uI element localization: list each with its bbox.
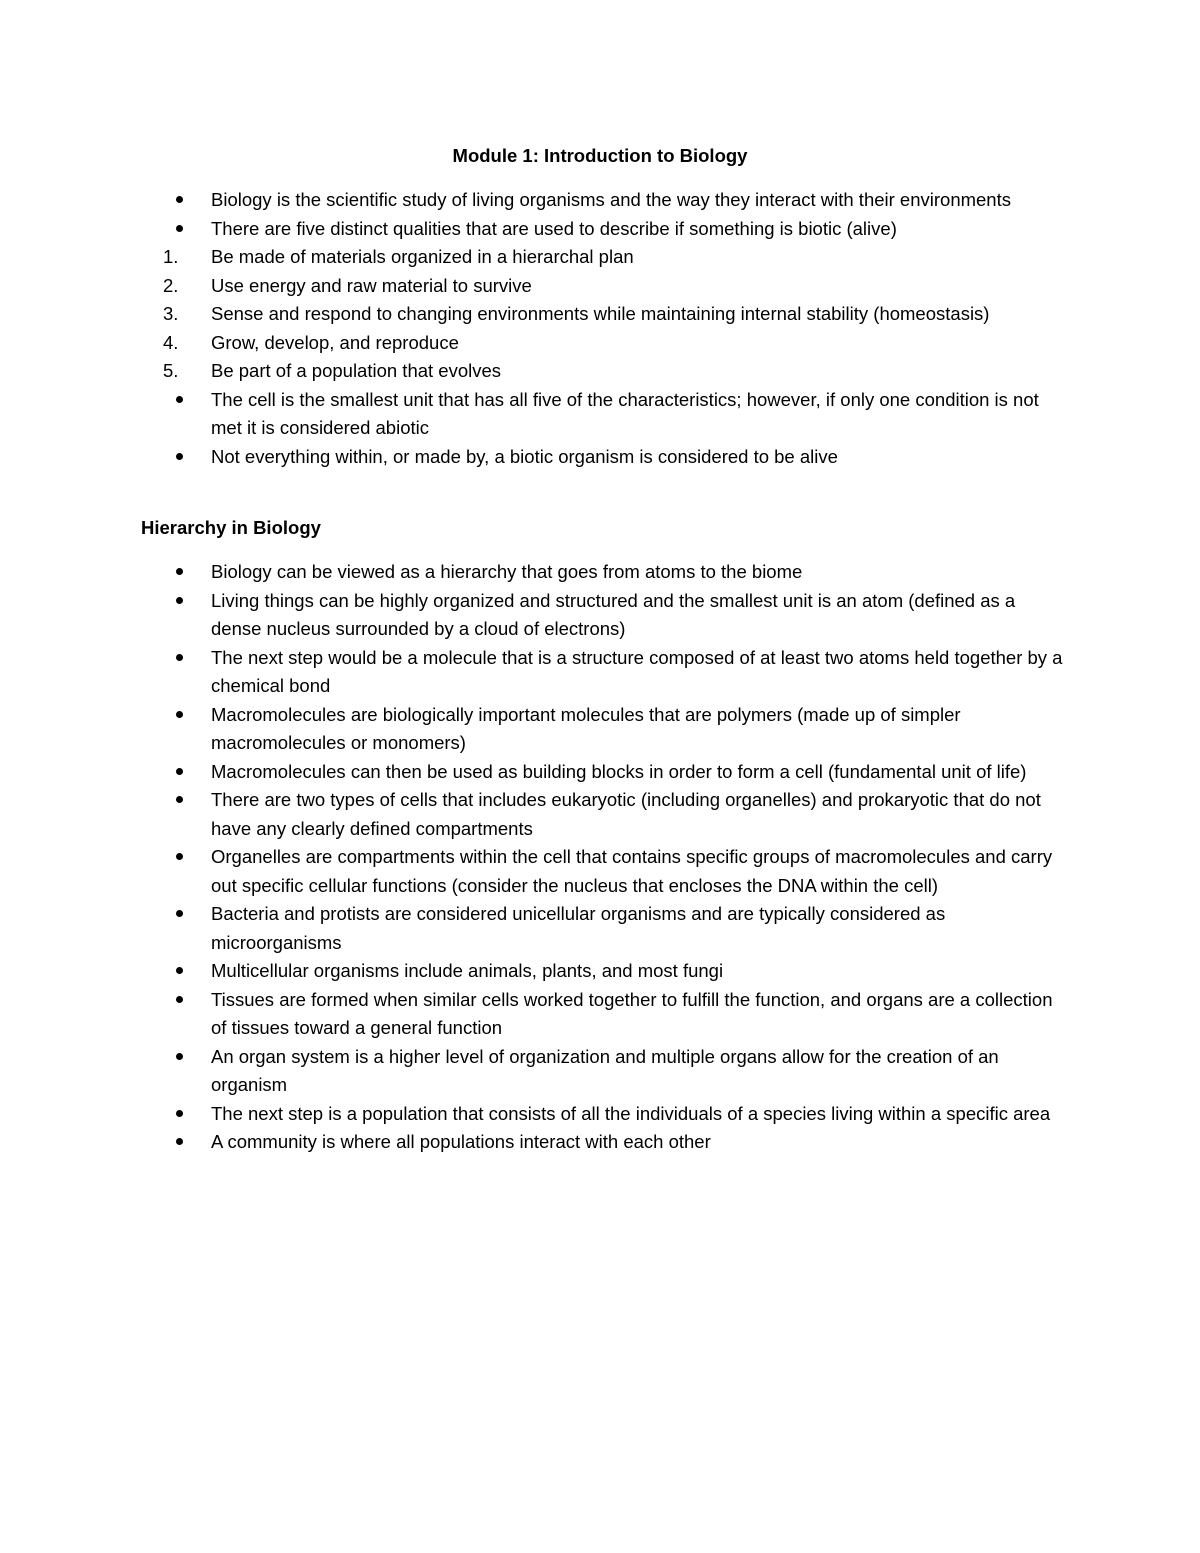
- intro-list-item: [163, 215, 1063, 244]
- hierarchy-list-text: Bacteria and protists are considered unicellular organisms and are typically considered as microorganisms: [211, 903, 946, 953]
- hierarchy-list-item: [163, 758, 1063, 787]
- hierarchy-list-text: The next step is a population that consists of all the individuals of a species living within a specific area: [211, 1102, 1051, 1124]
- intro-list-item: [163, 272, 1063, 301]
- hierarchy-list-text: An organ system is a higher level of organization and multiple organs allow for the creation of an organism: [211, 1045, 999, 1095]
- hierarchy-list-item: [163, 701, 1063, 758]
- intro-list-text: Use energy and raw material to survive: [211, 274, 532, 296]
- intro-list-text: Biology is the scientific study of living organisms and the way they interact with their environments: [211, 189, 1011, 210]
- intro-list-item: [163, 443, 1063, 472]
- intro-list-text: There are five distinct qualities that are used to describe if something is biotic (alive): [211, 217, 897, 239]
- list-number: 1.: [163, 246, 179, 267]
- hierarchy-list-item: [163, 986, 1063, 1043]
- intro-list-text: The cell is the smallest unit that has all five of the characteristics; however, if only one condition is not met it is considered abiotic: [211, 388, 1039, 438]
- intro-list-item: [163, 243, 1063, 272]
- document-title: Module 1: Introduction to Biology: [452, 145, 748, 166]
- intro-list-item: [163, 329, 1063, 358]
- list-number: 2.: [163, 274, 179, 296]
- hierarchy-list-text: Tissues are formed when similar cells worked together to fulfill the function, and organs are a collection of tissues toward a general function: [211, 988, 1053, 1038]
- hierarchy-list-item: [163, 1128, 1063, 1157]
- hierarchy-list-text: Macromolecules are biologically important molecules that are polymers (made up of simpler macromolecules or monomers): [211, 703, 961, 753]
- hierarchy-list-text: The next step would be a molecule that is a structure composed of at least two atoms held together by a chemical bond: [211, 646, 1063, 696]
- hierarchy-list-text: There are two types of cells that includes eukaryotic (including organelles) and prokaryotic that do not have any clearly defined compartments: [211, 789, 1041, 839]
- list-number: 4.: [163, 331, 179, 353]
- intro-list-text: Be part of a population that evolves: [211, 360, 502, 381]
- hierarchy-list-item: [163, 900, 1063, 957]
- hierarchy-list-text: Biology can be viewed as a hierarchy that goes from atoms to the biome: [211, 561, 803, 582]
- hierarchy-list-text: Multicellular organisms include animals, plants, and most fungi: [211, 960, 724, 981]
- hierarchy-list-item: [163, 957, 1063, 986]
- intro-list-item: [163, 300, 1063, 329]
- intro-list-item: [163, 186, 1063, 215]
- intro-list-item: [163, 357, 1063, 386]
- hierarchy-list-item: [163, 644, 1063, 701]
- hierarchy-list-item: [163, 1043, 1063, 1100]
- hierarchy-list-item: [163, 587, 1063, 644]
- intro-list: [163, 186, 1063, 471]
- hierarchy-list-item: [163, 786, 1063, 843]
- hierarchy-list: [163, 558, 1063, 1157]
- hierarchy-list-text: Living things can be highly organized and structured and the smallest unit is an atom (defined as a dense nucleus surrounded by a cloud of electrons): [211, 589, 1016, 639]
- hierarchy-list-item: [163, 843, 1063, 900]
- hierarchy-list-item: [163, 558, 1063, 587]
- list-number: 3.: [163, 303, 179, 324]
- hierarchy-list-text: A community is where all populations interact with each other: [211, 1131, 711, 1152]
- hierarchy-list-text: Organelles are compartments within the cell that contains specific groups of macromolecules and carry out specific cellular functions (consider the nucleus that encloses the DNA within the cell): [211, 846, 1053, 896]
- intro-list-text: Not everything within, or made by, a biotic organism is considered to be alive: [211, 445, 838, 467]
- list-number: 5.: [163, 360, 179, 381]
- section-heading: Hierarchy in Biology: [141, 517, 321, 538]
- intro-list-text: Be made of materials organized in a hierarchal plan: [211, 246, 634, 267]
- intro-list-item: [163, 386, 1063, 443]
- intro-list-text: Sense and respond to changing environments while maintaining internal stability (homeostasis): [211, 303, 990, 324]
- hierarchy-list-text: Macromolecules can then be used as building blocks in order to form a cell (fundamental unit of life): [211, 760, 1027, 782]
- intro-list-text: Grow, develop, and reproduce: [211, 331, 459, 353]
- hierarchy-list-item: [163, 1100, 1063, 1129]
